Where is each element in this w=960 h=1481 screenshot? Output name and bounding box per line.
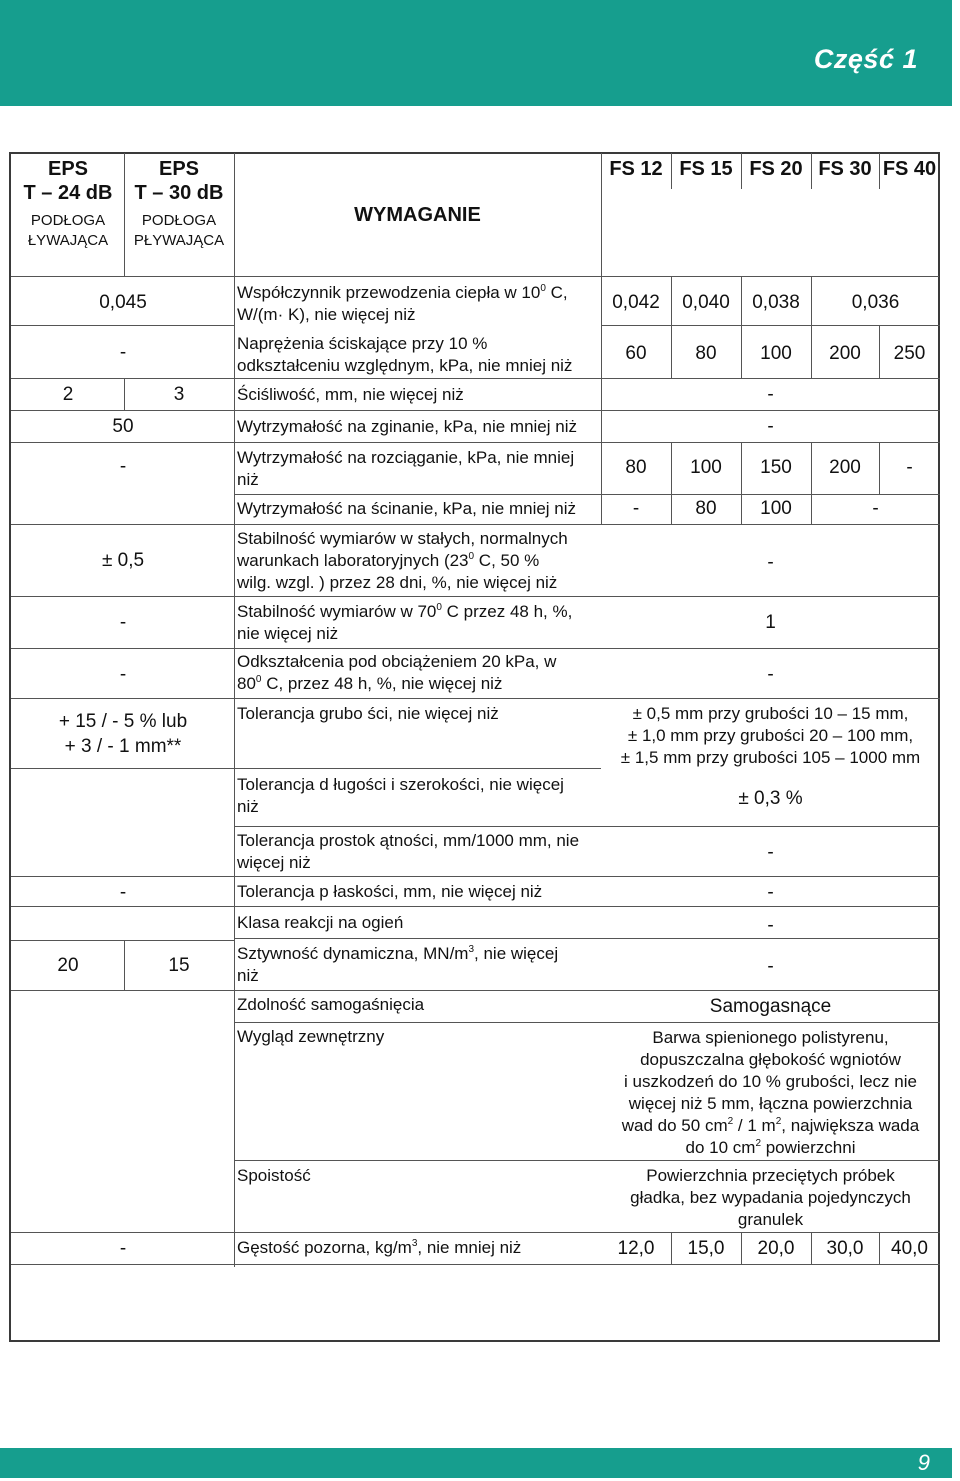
column-header-fs15: FS 15 <box>679 158 733 180</box>
section-title: Część 1 <box>813 44 918 74</box>
header-bar <box>0 0 952 106</box>
column-header-fs40: FS 40 <box>882 158 937 180</box>
footer-bar <box>0 1448 952 1478</box>
column-header-requirement: WYMAGANIE <box>354 204 481 226</box>
column-header-fs30: FS 30 <box>818 158 872 180</box>
column-header-fs12: FS 12 <box>609 158 663 180</box>
page-number: 9 <box>917 1450 930 1475</box>
column-header-fs20: FS 20 <box>749 158 803 180</box>
